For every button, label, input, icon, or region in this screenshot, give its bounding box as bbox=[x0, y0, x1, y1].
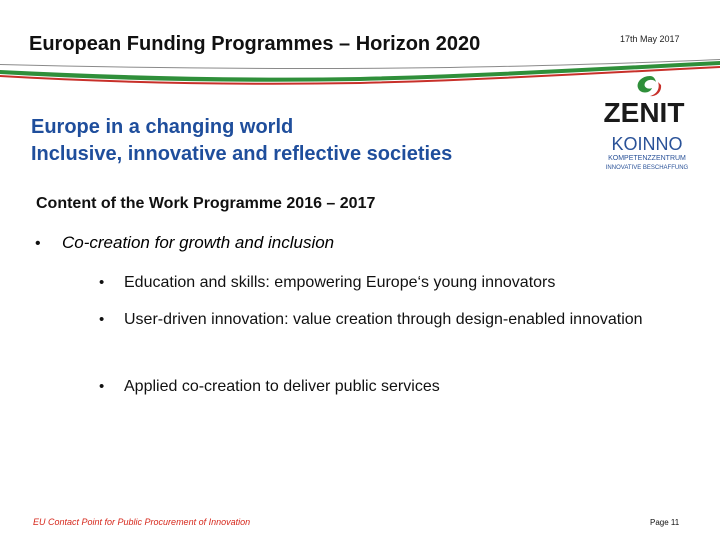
page-number: Page 11 bbox=[650, 518, 680, 527]
zenit-logo-swirl-red bbox=[650, 82, 661, 96]
sub-bullet-marker: • bbox=[99, 274, 105, 291]
koinno-logo bbox=[601, 132, 693, 176]
koinno-tagline-1: KOMPETENZZENTRUM bbox=[608, 155, 686, 162]
footer-organisation: EU Contact Point for Public Procurement of Innovation bbox=[33, 517, 251, 527]
koinno-tagline-2: INNOVATIVE BESCHAFFUNG bbox=[605, 165, 689, 171]
sub-bullet-text: User-driven innovation: value creation through design-enabled innovation bbox=[124, 311, 643, 328]
sub-bullet-text: Education and skills: empowering Europe‘s young innovators bbox=[124, 274, 556, 291]
sub-bullet-marker: • bbox=[99, 311, 105, 328]
main-bullet-marker: • bbox=[35, 235, 41, 252]
slide-date: 17th May 2017 bbox=[620, 34, 680, 44]
zenit-logo-swirl-green bbox=[638, 76, 656, 93]
subtitle-line-2: Inclusive, innovative and reflective societies bbox=[31, 143, 453, 165]
main-bullet-text: Co-creation for growth and inclusion bbox=[62, 233, 335, 252]
slide-title: European Funding Programmes – Horizon 2020 bbox=[29, 33, 481, 55]
zenit-logo bbox=[598, 74, 690, 126]
slide-subtitle bbox=[31, 114, 452, 168]
section-heading: Content of the Work Programme 2016 – 2017 bbox=[36, 195, 376, 212]
subtitle-line-1: Europe in a changing world bbox=[31, 116, 294, 138]
koinno-logo-text: KOINNO bbox=[611, 134, 683, 154]
sub-bullet-marker: • bbox=[99, 378, 105, 395]
zenit-logo-text: ZENIT bbox=[603, 97, 685, 126]
sub-bullet-text: Applied co-creation to deliver public services bbox=[124, 378, 440, 395]
